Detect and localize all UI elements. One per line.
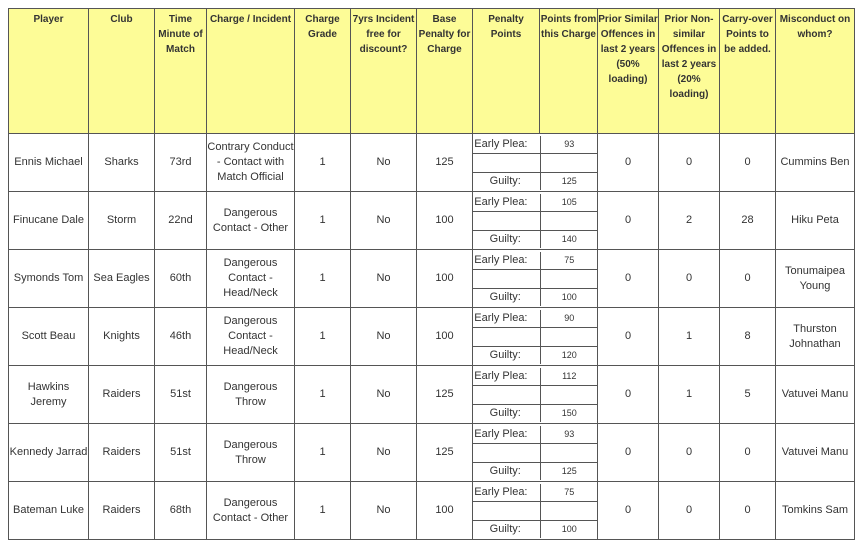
time-cell: 73rd bbox=[155, 134, 207, 192]
early-plea-points: 90 bbox=[540, 310, 598, 328]
incident-free-cell: No bbox=[351, 250, 417, 308]
guilty-row bbox=[473, 288, 598, 306]
penalty-subtable bbox=[473, 426, 598, 480]
prior-similar-cell: 0 bbox=[598, 250, 659, 308]
grade-cell: 1 bbox=[295, 308, 351, 366]
penalty-subtable bbox=[473, 310, 598, 364]
grade-cell: 1 bbox=[295, 366, 351, 424]
guilty-row bbox=[473, 462, 598, 480]
table-row bbox=[9, 250, 855, 308]
prior-nonsimilar-cell: 0 bbox=[659, 482, 720, 540]
column-header: Base Penalty for Charge bbox=[417, 9, 473, 134]
guilty-row bbox=[473, 404, 598, 422]
header-row bbox=[9, 9, 855, 134]
guilty-row bbox=[473, 520, 598, 538]
time-cell: 51st bbox=[155, 366, 207, 424]
prior-nonsimilar-cell: 0 bbox=[659, 424, 720, 482]
base-penalty-cell: 125 bbox=[417, 366, 473, 424]
carry-over-cell: 0 bbox=[720, 424, 776, 482]
guilty-points: 100 bbox=[540, 288, 598, 306]
misconduct-cell: Cummins Ben bbox=[776, 134, 855, 192]
misconduct-cell: Tomkins Sam bbox=[776, 482, 855, 540]
charge-cell: Dangerous Throw bbox=[207, 424, 295, 482]
guilty-label: Guilty: bbox=[473, 404, 540, 422]
prior-similar-cell: 0 bbox=[598, 134, 659, 192]
early-plea-label: Early Plea: bbox=[473, 484, 540, 502]
club-cell: Storm bbox=[89, 192, 155, 250]
penalty-points-cell bbox=[473, 424, 598, 482]
grade-cell: 1 bbox=[295, 134, 351, 192]
guilty-label: Guilty: bbox=[473, 230, 540, 248]
penalty-points-cell bbox=[473, 308, 598, 366]
early-plea-points: 75 bbox=[540, 252, 598, 270]
charge-cell: Dangerous Contact - Head/Neck bbox=[207, 308, 295, 366]
misconduct-cell: Thurston Johnathan bbox=[776, 308, 855, 366]
table-row bbox=[9, 366, 855, 424]
prior-similar-cell: 0 bbox=[598, 482, 659, 540]
player-cell: Bateman Luke bbox=[9, 482, 89, 540]
base-penalty-cell: 125 bbox=[417, 424, 473, 482]
guilty-row bbox=[473, 172, 598, 190]
guilty-label: Guilty: bbox=[473, 462, 540, 480]
early-plea-points: 105 bbox=[540, 194, 598, 212]
club-cell: Sea Eagles bbox=[89, 250, 155, 308]
penalty-points-cell bbox=[473, 482, 598, 540]
penalty-subtable bbox=[473, 136, 598, 190]
guilty-label: Guilty: bbox=[473, 346, 540, 364]
guilty-points: 140 bbox=[540, 230, 598, 248]
guilty-row bbox=[473, 346, 598, 364]
charges-table bbox=[8, 8, 855, 540]
time-cell: 60th bbox=[155, 250, 207, 308]
early-plea-label: Early Plea: bbox=[473, 368, 540, 386]
prior-similar-cell: 0 bbox=[598, 366, 659, 424]
charge-cell: Dangerous Contact - Other bbox=[207, 192, 295, 250]
early-plea-row bbox=[473, 194, 598, 212]
misconduct-cell: Vatuvei Manu bbox=[776, 424, 855, 482]
penalty-subtable bbox=[473, 194, 598, 248]
club-cell: Sharks bbox=[89, 134, 155, 192]
grade-cell: 1 bbox=[295, 482, 351, 540]
base-penalty-cell: 100 bbox=[417, 250, 473, 308]
guilty-label: Guilty: bbox=[473, 520, 540, 538]
column-header: Player bbox=[9, 9, 89, 134]
player-cell: Kennedy Jarrad bbox=[9, 424, 89, 482]
base-penalty-cell: 125 bbox=[417, 134, 473, 192]
time-cell: 68th bbox=[155, 482, 207, 540]
table-body bbox=[9, 134, 855, 540]
early-plea-row bbox=[473, 368, 598, 386]
prior-similar-cell: 0 bbox=[598, 308, 659, 366]
prior-nonsimilar-cell: 1 bbox=[659, 308, 720, 366]
penalty-points-cell bbox=[473, 250, 598, 308]
carry-over-cell: 0 bbox=[720, 134, 776, 192]
guilty-label: Guilty: bbox=[473, 172, 540, 190]
grade-cell: 1 bbox=[295, 192, 351, 250]
player-cell: Scott Beau bbox=[9, 308, 89, 366]
early-plea-row bbox=[473, 136, 598, 154]
guilty-row bbox=[473, 230, 598, 248]
early-plea-points: 93 bbox=[540, 426, 598, 444]
penalty-subtable bbox=[473, 252, 598, 306]
charge-cell: Dangerous Contact - Head/Neck bbox=[207, 250, 295, 308]
carry-over-cell: 5 bbox=[720, 366, 776, 424]
spacer-cell bbox=[540, 501, 598, 520]
carry-over-cell: 0 bbox=[720, 482, 776, 540]
spacer-cell bbox=[473, 269, 540, 288]
spacer-cell bbox=[540, 153, 598, 172]
prior-nonsimilar-cell: 1 bbox=[659, 366, 720, 424]
early-plea-label: Early Plea: bbox=[473, 194, 540, 212]
spacer-cell bbox=[473, 327, 540, 346]
penalty-points-cell bbox=[473, 192, 598, 250]
incident-free-cell: No bbox=[351, 424, 417, 482]
spacer-cell bbox=[473, 443, 540, 462]
early-plea-row bbox=[473, 426, 598, 444]
guilty-points: 125 bbox=[540, 172, 598, 190]
penalty-subtable bbox=[473, 368, 598, 422]
early-plea-label: Early Plea: bbox=[473, 426, 540, 444]
spacer-cell bbox=[473, 385, 540, 404]
spacer-cell bbox=[540, 443, 598, 462]
grade-cell: 1 bbox=[295, 250, 351, 308]
early-plea-label: Early Plea: bbox=[473, 136, 540, 154]
table-row bbox=[9, 134, 855, 192]
misconduct-cell: Vatuvei Manu bbox=[776, 366, 855, 424]
incident-free-cell: No bbox=[351, 366, 417, 424]
misconduct-cell: Hiku Peta bbox=[776, 192, 855, 250]
base-penalty-cell: 100 bbox=[417, 308, 473, 366]
guilty-points: 150 bbox=[540, 404, 598, 422]
spacer-cell bbox=[540, 211, 598, 230]
charge-cell: Dangerous Throw bbox=[207, 366, 295, 424]
table-row bbox=[9, 308, 855, 366]
guilty-label: Guilty: bbox=[473, 288, 540, 306]
column-header: Prior Similar Offences in last 2 years (50% loading) bbox=[598, 9, 659, 134]
time-cell: 46th bbox=[155, 308, 207, 366]
player-cell: Symonds Tom bbox=[9, 250, 89, 308]
spacer-row bbox=[473, 269, 598, 288]
player-cell: Hawkins Jeremy bbox=[9, 366, 89, 424]
guilty-points: 125 bbox=[540, 462, 598, 480]
club-cell: Raiders bbox=[89, 366, 155, 424]
table-row bbox=[9, 192, 855, 250]
incident-free-cell: No bbox=[351, 482, 417, 540]
column-header: 7yrs Incident free for discount? bbox=[351, 9, 417, 134]
spacer-row bbox=[473, 327, 598, 346]
column-header: Points from this Charge bbox=[540, 9, 598, 134]
spacer-row bbox=[473, 501, 598, 520]
spacer-row bbox=[473, 211, 598, 230]
early-plea-points: 93 bbox=[540, 136, 598, 154]
column-header: Club bbox=[89, 9, 155, 134]
table-row bbox=[9, 482, 855, 540]
time-cell: 51st bbox=[155, 424, 207, 482]
grade-cell: 1 bbox=[295, 424, 351, 482]
early-plea-points: 75 bbox=[540, 484, 598, 502]
column-header: Prior Non-similar Offences in last 2 years (20% loading) bbox=[659, 9, 720, 134]
penalty-subtable bbox=[473, 484, 598, 538]
spacer-cell bbox=[540, 327, 598, 346]
spacer-row bbox=[473, 443, 598, 462]
charge-cell: Contrary Conduct - Contact with Match Official bbox=[207, 134, 295, 192]
spacer-cell bbox=[473, 211, 540, 230]
early-plea-points: 112 bbox=[540, 368, 598, 386]
prior-nonsimilar-cell: 0 bbox=[659, 134, 720, 192]
column-header: Misconduct on whom? bbox=[776, 9, 855, 134]
spacer-cell bbox=[473, 501, 540, 520]
early-plea-row bbox=[473, 484, 598, 502]
incident-free-cell: No bbox=[351, 308, 417, 366]
time-cell: 22nd bbox=[155, 192, 207, 250]
early-plea-label: Early Plea: bbox=[473, 252, 540, 270]
spacer-cell bbox=[540, 269, 598, 288]
carry-over-cell: 8 bbox=[720, 308, 776, 366]
prior-similar-cell: 0 bbox=[598, 424, 659, 482]
player-cell: Finucane Dale bbox=[9, 192, 89, 250]
column-header: Charge / Incident bbox=[207, 9, 295, 134]
early-plea-row bbox=[473, 310, 598, 328]
column-header: Carry-over Points to be added. bbox=[720, 9, 776, 134]
prior-nonsimilar-cell: 0 bbox=[659, 250, 720, 308]
penalty-points-cell bbox=[473, 366, 598, 424]
player-cell: Ennis Michael bbox=[9, 134, 89, 192]
carry-over-cell: 28 bbox=[720, 192, 776, 250]
guilty-points: 120 bbox=[540, 346, 598, 364]
charge-cell: Dangerous Contact - Other bbox=[207, 482, 295, 540]
column-header: Penalty Points bbox=[473, 9, 540, 134]
incident-free-cell: No bbox=[351, 134, 417, 192]
guilty-points: 100 bbox=[540, 520, 598, 538]
spacer-cell bbox=[473, 153, 540, 172]
club-cell: Knights bbox=[89, 308, 155, 366]
carry-over-cell: 0 bbox=[720, 250, 776, 308]
spacer-cell bbox=[540, 385, 598, 404]
column-header: Charge Grade bbox=[295, 9, 351, 134]
prior-similar-cell: 0 bbox=[598, 192, 659, 250]
misconduct-cell: Tonumaipea Young bbox=[776, 250, 855, 308]
spacer-row bbox=[473, 153, 598, 172]
base-penalty-cell: 100 bbox=[417, 482, 473, 540]
spacer-row bbox=[473, 385, 598, 404]
prior-nonsimilar-cell: 2 bbox=[659, 192, 720, 250]
penalty-points-cell bbox=[473, 134, 598, 192]
club-cell: Raiders bbox=[89, 424, 155, 482]
column-header: Time Minute of Match bbox=[155, 9, 207, 134]
club-cell: Raiders bbox=[89, 482, 155, 540]
early-plea-row bbox=[473, 252, 598, 270]
table-row bbox=[9, 424, 855, 482]
incident-free-cell: No bbox=[351, 192, 417, 250]
base-penalty-cell: 100 bbox=[417, 192, 473, 250]
early-plea-label: Early Plea: bbox=[473, 310, 540, 328]
